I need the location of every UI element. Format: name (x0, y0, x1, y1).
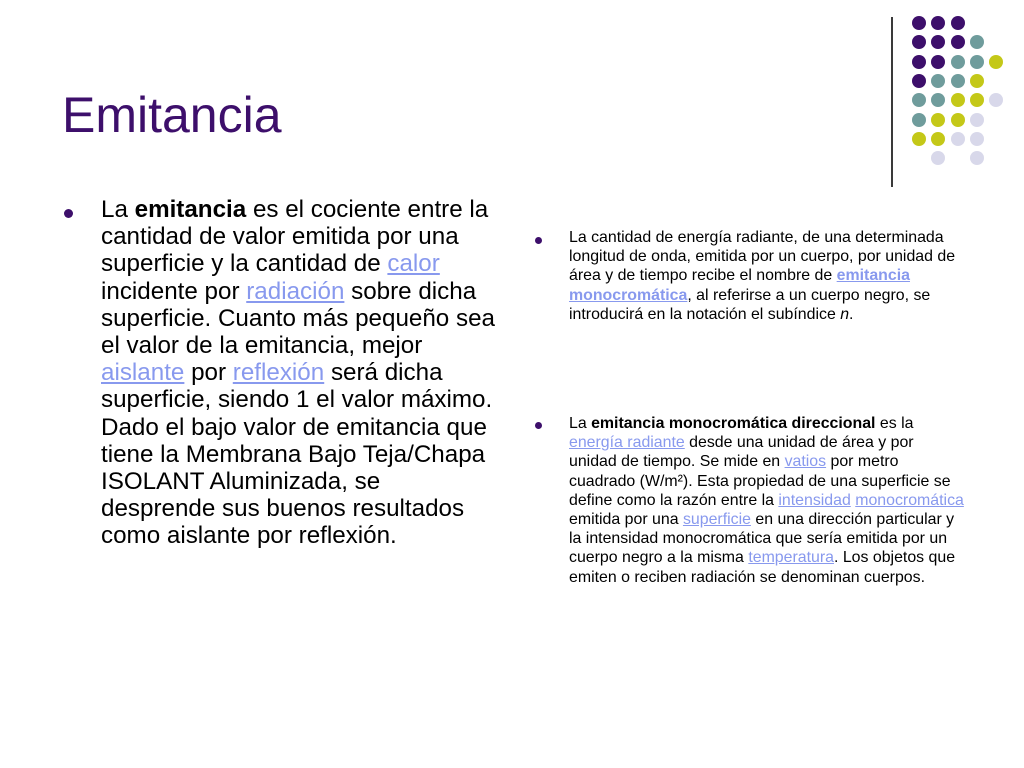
right-bullet-1-text (569, 228, 964, 324)
bold-term: emitancia monocromática direccional (591, 415, 876, 432)
divider-line (891, 17, 893, 187)
text-run: La cantidad de energía radiante, de una determinada longitud de onda, emitida por un cuerpo, por unidad de área y de tiempo recibe el nombre de (569, 229, 956, 285)
slide-title: Emitancia (62, 87, 282, 143)
bullet-marker (535, 422, 542, 429)
decorative-dot (989, 55, 1003, 69)
decorative-dot (931, 74, 945, 88)
text-run: La (569, 415, 592, 432)
decorative-dot (931, 35, 945, 49)
decorative-dot (912, 93, 926, 107)
text-run: es el cociente entre la cantidad de valor emitida por una superficie y la cantidad de (101, 196, 489, 278)
decorative-dot (912, 113, 926, 127)
text-run: en una dirección particular y la intensidad monocromática que sería emitida por un cuerpo negro a la misma (569, 511, 955, 567)
decorative-dot (912, 132, 926, 146)
decorative-dot (951, 16, 965, 30)
decorative-dot (970, 55, 984, 69)
link-monocromatica[interactable]: monocromática (855, 491, 964, 509)
left-bullet-text (101, 196, 496, 550)
decorative-dot (970, 35, 984, 49)
decorative-dot (931, 16, 945, 30)
decorative-dot (951, 113, 965, 127)
text-run: La (101, 196, 135, 223)
decorative-dot (951, 74, 965, 88)
decorative-dot (970, 93, 984, 107)
decorative-dot (989, 93, 1003, 107)
decorative-dot (951, 35, 965, 49)
decorative-dot (912, 55, 926, 69)
decorative-dot (951, 93, 965, 107)
link-energia-radiante[interactable]: energía radiante (569, 434, 685, 452)
decorative-dot (970, 74, 984, 88)
italic-n: n (840, 305, 850, 323)
text-run: incidente por (101, 277, 247, 305)
decorative-dot (951, 55, 965, 69)
decorative-dot (931, 113, 945, 127)
link-calor[interactable]: calor (387, 250, 440, 278)
text-run: por metro cuadrado (W/m²). Esta propiedad de una superficie se define como la razón entre la (569, 453, 951, 509)
bullet-marker (64, 209, 73, 218)
decorative-dot (912, 74, 926, 88)
text-run: . (849, 305, 854, 323)
text-run: será dicha superficie, siendo 1 el valor máximo. Dado el bajo valor de emitancia que tiene la Membrana Bajo Teja/Chapa ISOLANT Aluminizada, se desprende sus buenos resultados como aislante por reflexión. (101, 359, 493, 550)
decorative-dot (912, 16, 926, 30)
text-run: desde una unidad de área y por unidad de tiempo. Se mide en (569, 434, 914, 471)
link-emitancia-monocromatica[interactable]: emitancia monocromática (569, 267, 910, 304)
decorative-dot (951, 132, 965, 146)
decorative-dot (931, 151, 945, 165)
decorative-dot (970, 113, 984, 127)
text-run: por (184, 359, 233, 387)
text-run: sobre dicha superficie. Cuanto más pequeño sea el valor de la emitancia, mejor (101, 277, 495, 360)
right-bullet-2-text (569, 414, 964, 587)
decorative-dot (931, 93, 945, 107)
decorative-dot (931, 55, 945, 69)
bullet-marker (535, 237, 542, 244)
decorative-dot (912, 35, 926, 49)
text-run: es la (875, 415, 914, 432)
decorative-dot (970, 151, 984, 165)
link-vatios[interactable]: vatios (784, 453, 827, 471)
link-intensidad[interactable]: intensidad (778, 491, 851, 509)
text-run: . Los objetos que emiten o reciben radiación se denominan cuerpos. (569, 549, 956, 586)
link-temperatura[interactable]: temperatura (748, 549, 834, 567)
link-radiacion[interactable]: radiación (246, 277, 345, 305)
link-aislante[interactable]: aislante (101, 359, 185, 387)
bold-term: emitancia (134, 196, 247, 223)
decorative-dot (931, 132, 945, 146)
text-run: emitida por una (569, 511, 683, 529)
link-reflexion[interactable]: reflexión (232, 359, 325, 387)
link-superficie[interactable]: superficie (682, 511, 751, 529)
text-run: , al referirse a un cuerpo negro, se introducirá en la notación el subíndice (569, 286, 931, 323)
decorative-dot (970, 132, 984, 146)
